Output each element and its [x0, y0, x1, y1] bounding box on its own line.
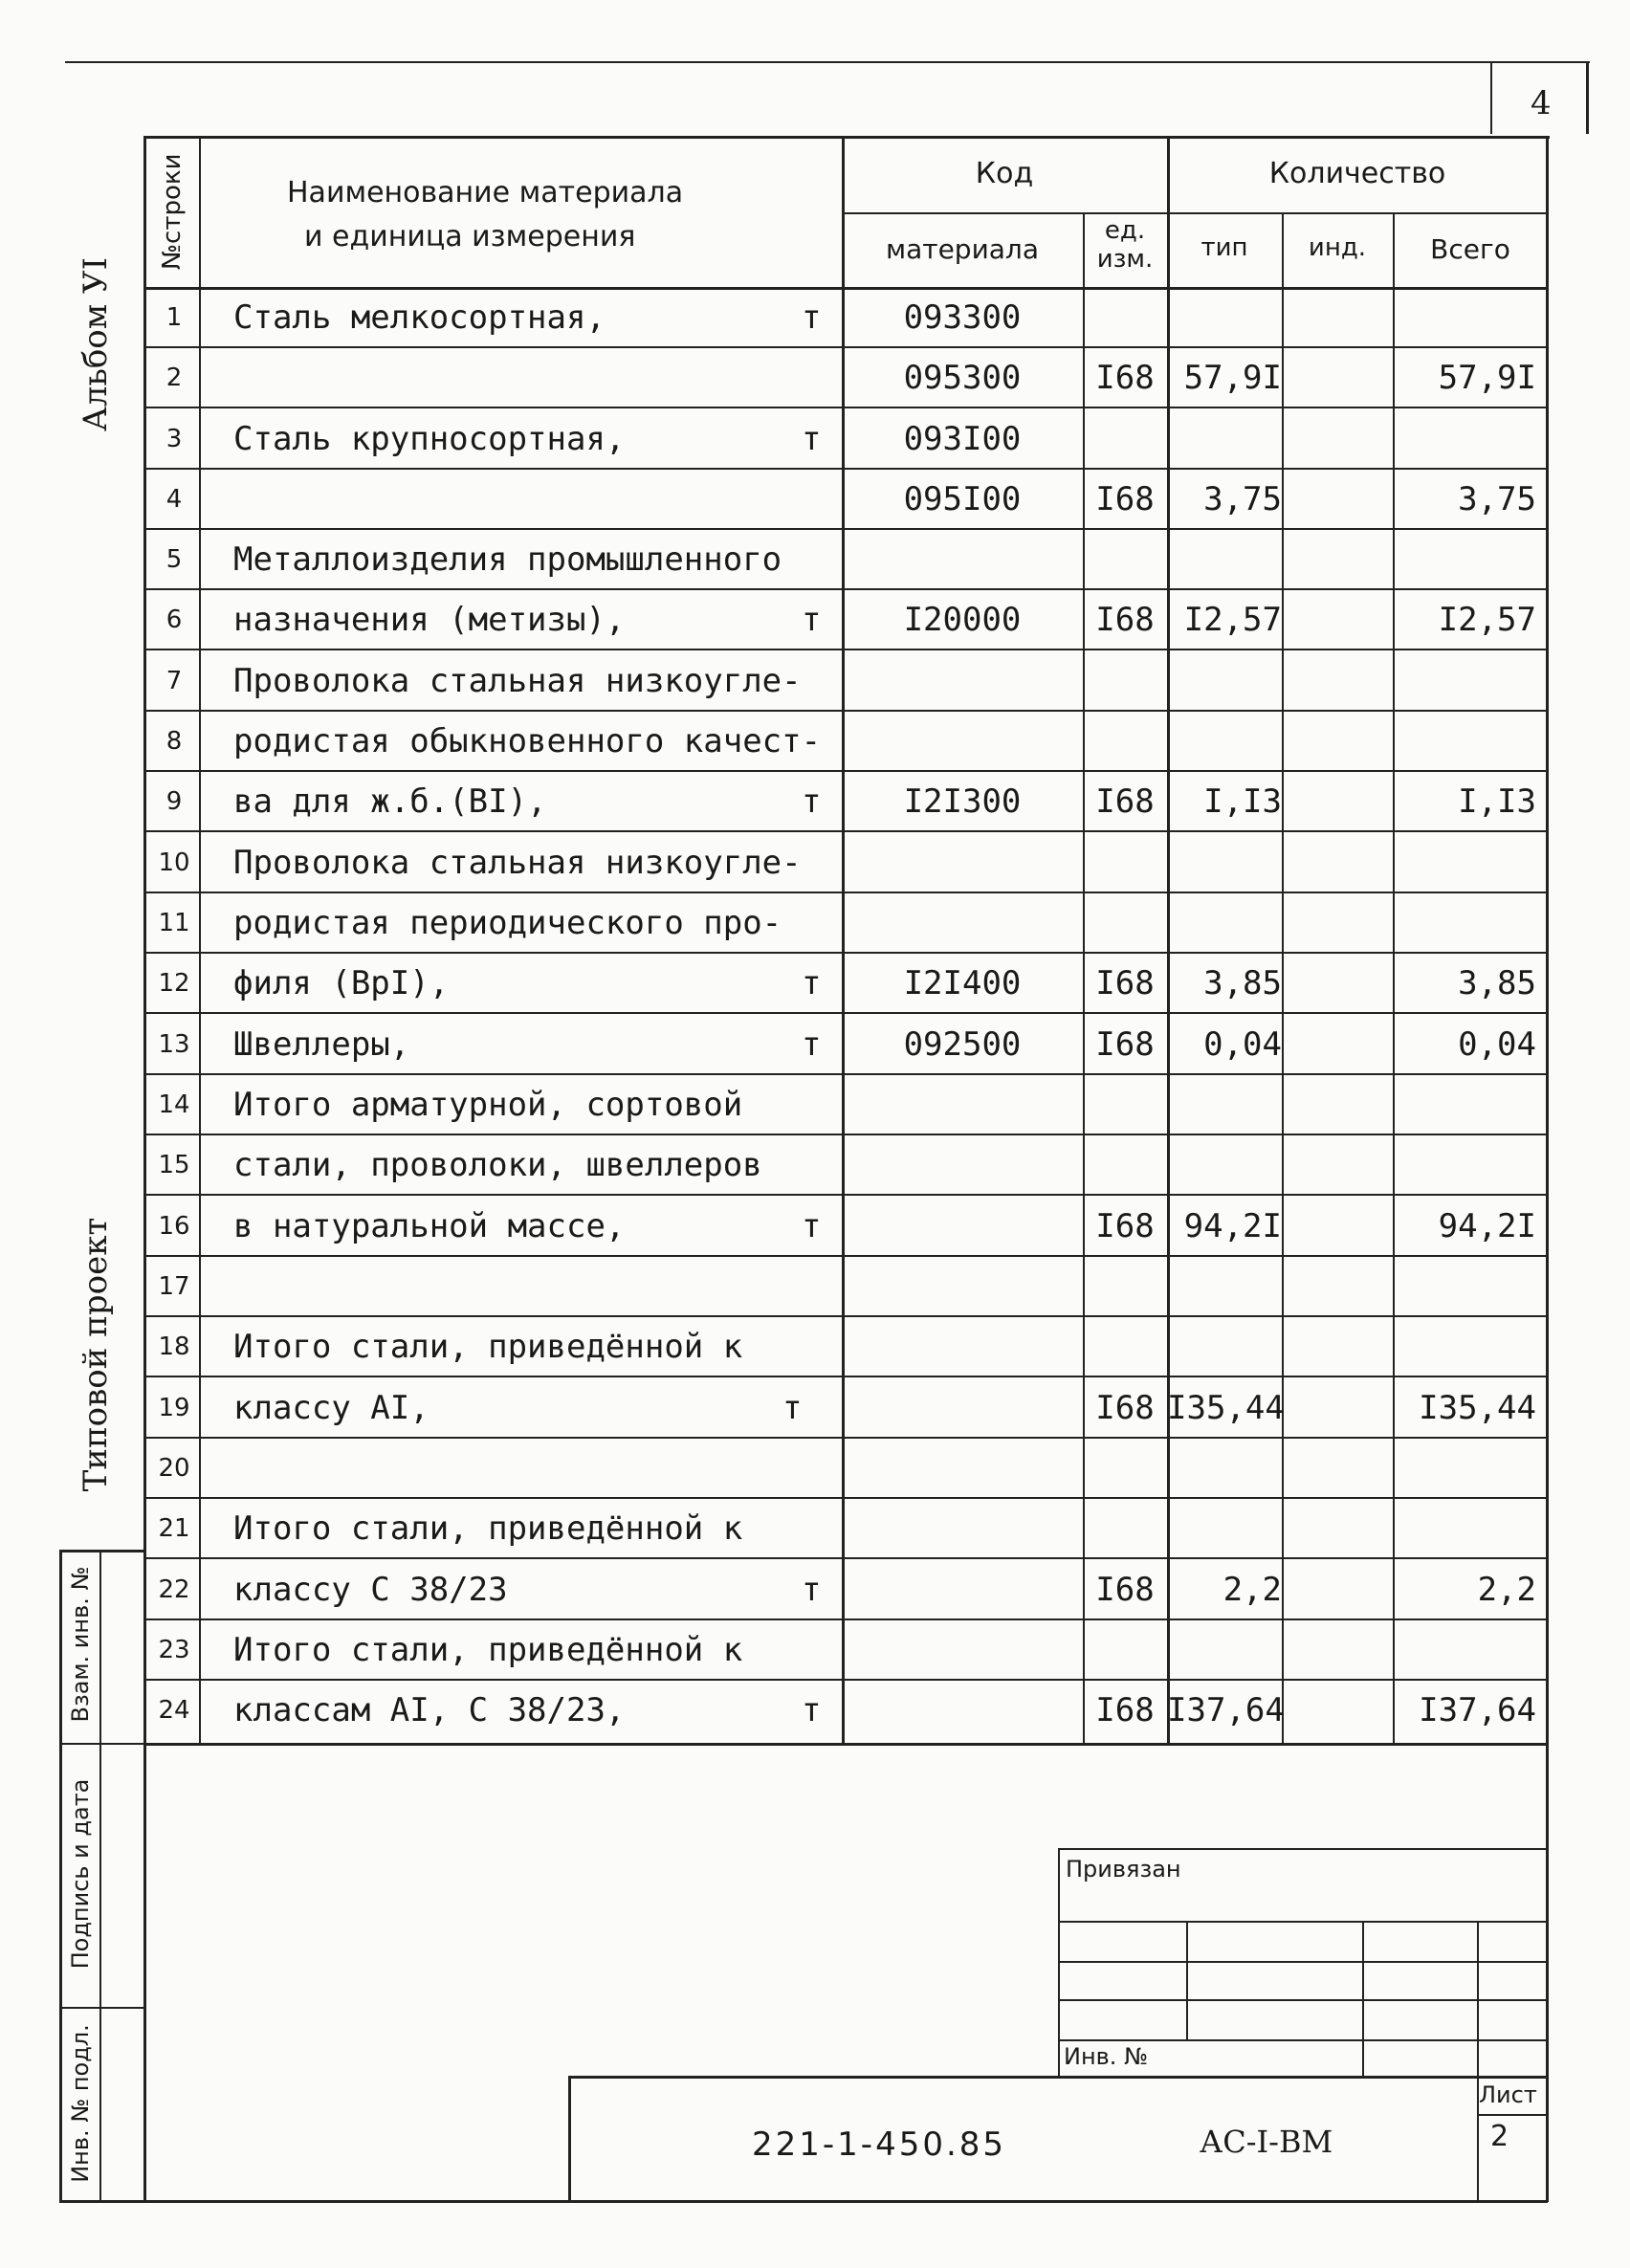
row-name: в натуральной массе, — [233, 1207, 626, 1245]
row-code — [842, 529, 1083, 590]
row-name: классу АI, — [233, 1389, 430, 1427]
stamp-vline-2 — [1362, 1921, 1364, 2078]
table-row — [0, 1377, 1630, 1439]
row-unit-code — [1083, 892, 1167, 954]
table-row — [0, 832, 1630, 893]
row-code: 093I00 — [903, 420, 1022, 458]
row-qty-total: I2,57 — [1438, 601, 1536, 639]
row-qty-typ — [1167, 1256, 1282, 1317]
table-row — [0, 1438, 1630, 1499]
row-name: классу С 38/23 — [233, 1571, 508, 1609]
row-code — [842, 1074, 1083, 1135]
stamp-main-left — [568, 2076, 571, 2202]
row-number: 20 — [158, 1454, 190, 1483]
row-name: стали, проволоки, швеллеров — [233, 1146, 762, 1184]
row-code: I2I400 — [903, 964, 1022, 1002]
row-unit-code: I68 — [1095, 964, 1155, 1002]
stamp-line-4 — [1058, 2039, 1548, 2041]
row-number: 15 — [158, 1151, 190, 1179]
row-qty-total — [1393, 1619, 1536, 1681]
row-qty-total — [1393, 1134, 1536, 1196]
row-number: 11 — [158, 909, 190, 937]
stamp-vline-1 — [1186, 1921, 1188, 2039]
row-number: 13 — [158, 1030, 190, 1059]
row-code: 093300 — [903, 298, 1022, 337]
row-unit-code: I68 — [1095, 1691, 1155, 1729]
row-number: 3 — [165, 425, 183, 453]
table-row — [0, 1014, 1630, 1075]
row-number: 6 — [165, 606, 183, 634]
header-quantity: Количество — [1268, 157, 1446, 190]
page-number-box-right — [1586, 61, 1589, 134]
stamp-inv-no-label: Инв. № — [1064, 2043, 1149, 2070]
top-border — [65, 61, 1590, 63]
row-code — [842, 1498, 1083, 1559]
row-code — [842, 1134, 1083, 1196]
row-name: Металлоизделия промышленного — [233, 540, 782, 579]
row-unit-symbol: т — [782, 1389, 803, 1427]
header-qty-total: Всего — [1430, 233, 1510, 265]
row-qty-total: 2,2 — [1477, 1571, 1536, 1609]
side-box-line-1 — [59, 1743, 145, 1745]
row-number: 18 — [158, 1332, 190, 1361]
row-unit-symbol: т — [802, 1025, 822, 1064]
row-code: I20000 — [903, 601, 1022, 639]
row-qty-total: 0,04 — [1458, 1025, 1536, 1064]
row-qty-typ — [1167, 1619, 1282, 1681]
row-qty-total: I,I3 — [1458, 782, 1536, 821]
stamp-project-code: 221-1-450.85 — [752, 2125, 1007, 2164]
row-unit-code: I68 — [1095, 601, 1155, 639]
row-code — [842, 1377, 1083, 1439]
row-code — [842, 892, 1083, 954]
row-name: Сталь мелкосортная, — [233, 298, 606, 337]
row-qty-total — [1393, 711, 1536, 772]
row-qty-total — [1393, 1074, 1536, 1135]
row-number: 10 — [158, 848, 190, 877]
row-unit-code: I68 — [1095, 480, 1155, 518]
stamp-doc-code: АС-I-ВМ — [1200, 2124, 1333, 2160]
row-qty-typ — [1167, 287, 1282, 348]
row-unit-symbol: т — [802, 601, 822, 639]
row-name: классам АI, С 38/23, — [233, 1691, 626, 1729]
row-number: 19 — [158, 1394, 190, 1422]
row-qty-typ — [1167, 408, 1282, 470]
row-qty-total: 3,85 — [1458, 964, 1536, 1002]
row-unit-code — [1083, 832, 1167, 893]
header-name-line2: и единица измерения — [304, 220, 636, 253]
row-qty-total: 94,2I — [1438, 1207, 1536, 1245]
row-qty-typ: I37,64 — [1167, 1691, 1285, 1729]
table-top-line — [143, 136, 1550, 139]
row-unit-symbol: т — [802, 1571, 822, 1609]
row-qty-total — [1393, 650, 1536, 712]
stamp-sheet-label: Лист — [1479, 2081, 1537, 2108]
row-qty-typ — [1167, 1134, 1282, 1196]
row-number: 14 — [158, 1090, 190, 1119]
row-qty-typ — [1167, 529, 1282, 590]
stamp-line-1 — [1058, 1921, 1548, 1923]
row-number: 22 — [158, 1575, 190, 1604]
table-row — [0, 1196, 1630, 1257]
row-qty-typ — [1167, 892, 1282, 954]
side-project-label: Типовой проект — [77, 1217, 115, 1492]
row-name: назначения (метизы), — [233, 601, 626, 639]
row-qty-typ: I35,44 — [1167, 1389, 1285, 1427]
table-row — [0, 953, 1630, 1014]
row-qty-total — [1393, 1438, 1536, 1499]
row-unit-code: I68 — [1095, 1207, 1155, 1245]
row-name: ва для ж.б.(ВI), — [233, 782, 547, 821]
row-qty-typ — [1167, 1498, 1282, 1559]
row-number: 1 — [165, 303, 183, 332]
row-unit-code — [1083, 1438, 1167, 1499]
row-qty-total — [1393, 408, 1536, 470]
row-number: 12 — [158, 969, 190, 998]
row-unit-symbol: т — [802, 298, 822, 337]
row-number: 7 — [165, 667, 183, 695]
row-code — [842, 1256, 1083, 1317]
table-row — [0, 529, 1630, 590]
row-unit-code — [1083, 1134, 1167, 1196]
row-qty-typ: I,I3 — [1203, 782, 1282, 821]
row-code — [842, 711, 1083, 772]
side-inv-podl-label: Инв. № подл. — [67, 2024, 94, 2183]
header-code: Код — [975, 157, 1034, 190]
row-code — [842, 650, 1083, 712]
row-qty-typ: I2,57 — [1183, 601, 1282, 639]
row-unit-code: I68 — [1095, 1389, 1155, 1427]
page-number: 4 — [1531, 84, 1552, 122]
row-unit-symbol: т — [802, 420, 822, 458]
stamp-main-top — [568, 2076, 1548, 2079]
stamp-sheet-divider — [1477, 2114, 1548, 2116]
table-row — [0, 1498, 1630, 1559]
row-code — [842, 1559, 1083, 1620]
table-row — [0, 1619, 1630, 1681]
stamp-line-2 — [1058, 1961, 1548, 1963]
row-code — [842, 1680, 1083, 1741]
row-name: Итого стали, приведённой к — [233, 1631, 743, 1669]
row-number: 23 — [158, 1636, 190, 1664]
table-row — [0, 1134, 1630, 1196]
header-code-material: материала — [885, 233, 1039, 265]
side-album-label: Альбом УI — [77, 256, 115, 432]
stamp-privyazan-top — [1058, 1848, 1548, 1850]
row-unit-code: I68 — [1095, 1571, 1155, 1609]
row-unit-code: I68 — [1095, 782, 1155, 821]
row-qty-typ — [1167, 711, 1282, 772]
header-sub-line — [842, 212, 1548, 214]
table-row — [0, 650, 1630, 712]
row-code — [842, 1619, 1083, 1681]
row-number: 17 — [158, 1272, 190, 1301]
row-name: родистая периодического про- — [233, 904, 782, 942]
row-qty-typ: 3,85 — [1203, 964, 1282, 1002]
table-row — [0, 1559, 1630, 1620]
header-unit-1: ед. — [1104, 216, 1146, 245]
row-qty-typ — [1167, 832, 1282, 893]
table-row — [0, 287, 1630, 348]
header-qty-ind: инд. — [1308, 233, 1367, 262]
stamp-vline-3 — [1477, 1921, 1479, 2202]
row-qty-total: 3,75 — [1458, 480, 1536, 518]
table-row — [0, 892, 1630, 954]
stamp-privyazan-left — [1058, 1848, 1060, 2078]
row-name: филя (ВрI), — [233, 964, 450, 1002]
row-qty-typ: 57,9I — [1183, 359, 1282, 397]
row-qty-typ — [1167, 1316, 1282, 1377]
frame-bottom-line — [59, 2200, 1548, 2203]
row-name: Швеллеры, — [233, 1025, 410, 1064]
stamp-line-3 — [1058, 1999, 1548, 2001]
row-number: 2 — [165, 363, 183, 392]
row-unit-symbol: т — [802, 782, 822, 821]
row-unit-code — [1083, 1316, 1167, 1377]
row-qty-total — [1393, 892, 1536, 954]
row-name: Сталь крупносортная, — [233, 420, 626, 458]
row-qty-total: I35,44 — [1419, 1389, 1536, 1427]
row-number: 8 — [165, 727, 183, 756]
header-unit-2: изм. — [1096, 245, 1154, 274]
row-qty-total — [1393, 529, 1536, 590]
row-qty-total — [1393, 1498, 1536, 1559]
row-code — [842, 1316, 1083, 1377]
row-unit-code: I68 — [1095, 1025, 1155, 1064]
table-row — [0, 771, 1630, 832]
row-name: родистая обыкновенного качест- — [233, 722, 822, 760]
stamp-sheet-number: 2 — [1490, 2120, 1509, 2153]
row-qty-typ — [1167, 1438, 1282, 1499]
row-code: 095300 — [903, 359, 1022, 397]
table-row — [0, 347, 1630, 408]
table-row — [0, 589, 1630, 650]
row-code — [842, 1196, 1083, 1257]
row-qty-typ: 3,75 — [1203, 480, 1282, 518]
side-box-divider — [99, 1550, 101, 2202]
row-unit-code — [1083, 529, 1167, 590]
row-number: 4 — [165, 485, 183, 514]
row-qty-total — [1393, 832, 1536, 893]
row-name: Проволока стальная низкоугле- — [233, 662, 802, 700]
row-unit-symbol: т — [802, 1691, 822, 1729]
row-number: 24 — [158, 1696, 190, 1725]
side-vzam-inv-label: Взам. инв. № — [67, 1566, 94, 1723]
header-name-line1: Наименование материала — [287, 176, 684, 209]
table-row — [0, 408, 1630, 470]
row-qty-total — [1393, 1256, 1536, 1317]
row-qty-typ: 2,2 — [1222, 1571, 1282, 1609]
row-qty-total — [1393, 1316, 1536, 1377]
row-name: Проволока стальная низкоугле- — [233, 844, 802, 882]
row-qty-typ — [1167, 1074, 1282, 1135]
row-number: 16 — [158, 1212, 190, 1241]
row-unit-code — [1083, 408, 1167, 470]
row-qty-total: 57,9I — [1438, 359, 1536, 397]
row-number: 9 — [165, 787, 183, 816]
row-unit-code — [1083, 711, 1167, 772]
table-row — [0, 1316, 1630, 1377]
header-row-no: №строки — [158, 153, 187, 270]
row-unit-code — [1083, 1074, 1167, 1135]
row-unit-symbol: т — [802, 1207, 822, 1245]
row-name: Итого арматурной, сортовой — [233, 1086, 743, 1124]
table-row — [0, 1074, 1630, 1135]
row-unit-code — [1083, 650, 1167, 712]
row-unit-code — [1083, 1498, 1167, 1559]
stamp-privyazan-label: Привязан — [1066, 1856, 1181, 1883]
table-row — [0, 1256, 1630, 1317]
row-qty-typ: 94,2I — [1183, 1207, 1282, 1245]
row-code: 092500 — [903, 1025, 1022, 1064]
row-qty-typ: 0,04 — [1203, 1025, 1282, 1064]
row-qty-total — [1393, 287, 1536, 348]
row-number: 21 — [158, 1514, 190, 1543]
row-unit-code — [1083, 1256, 1167, 1317]
row-unit-symbol: т — [802, 964, 822, 1002]
side-podpis-data-label: Подпись и дата — [67, 1778, 94, 1970]
row-qty-typ — [1167, 650, 1282, 712]
row-code — [842, 1438, 1083, 1499]
row-unit-code: I68 — [1095, 359, 1155, 397]
table-row — [0, 469, 1630, 530]
table-row — [0, 1680, 1630, 1741]
row-qty-total: I37,64 — [1419, 1691, 1536, 1729]
row-code — [842, 832, 1083, 893]
row-name: Итого стали, приведённой к — [233, 1328, 743, 1366]
row-code: 095I00 — [903, 480, 1022, 518]
row-number: 5 — [165, 545, 183, 574]
side-box-left — [59, 1550, 62, 2202]
page-number-box-left — [1490, 61, 1492, 134]
row-code: I2I300 — [903, 782, 1022, 821]
table-row — [0, 711, 1630, 772]
header-qty-typ: тип — [1200, 233, 1248, 262]
row-unit-code — [1083, 287, 1167, 348]
row-name: Итого стали, приведённой к — [233, 1509, 743, 1548]
row-unit-code — [1083, 1619, 1167, 1681]
table-bottom-line — [143, 1743, 1548, 1746]
